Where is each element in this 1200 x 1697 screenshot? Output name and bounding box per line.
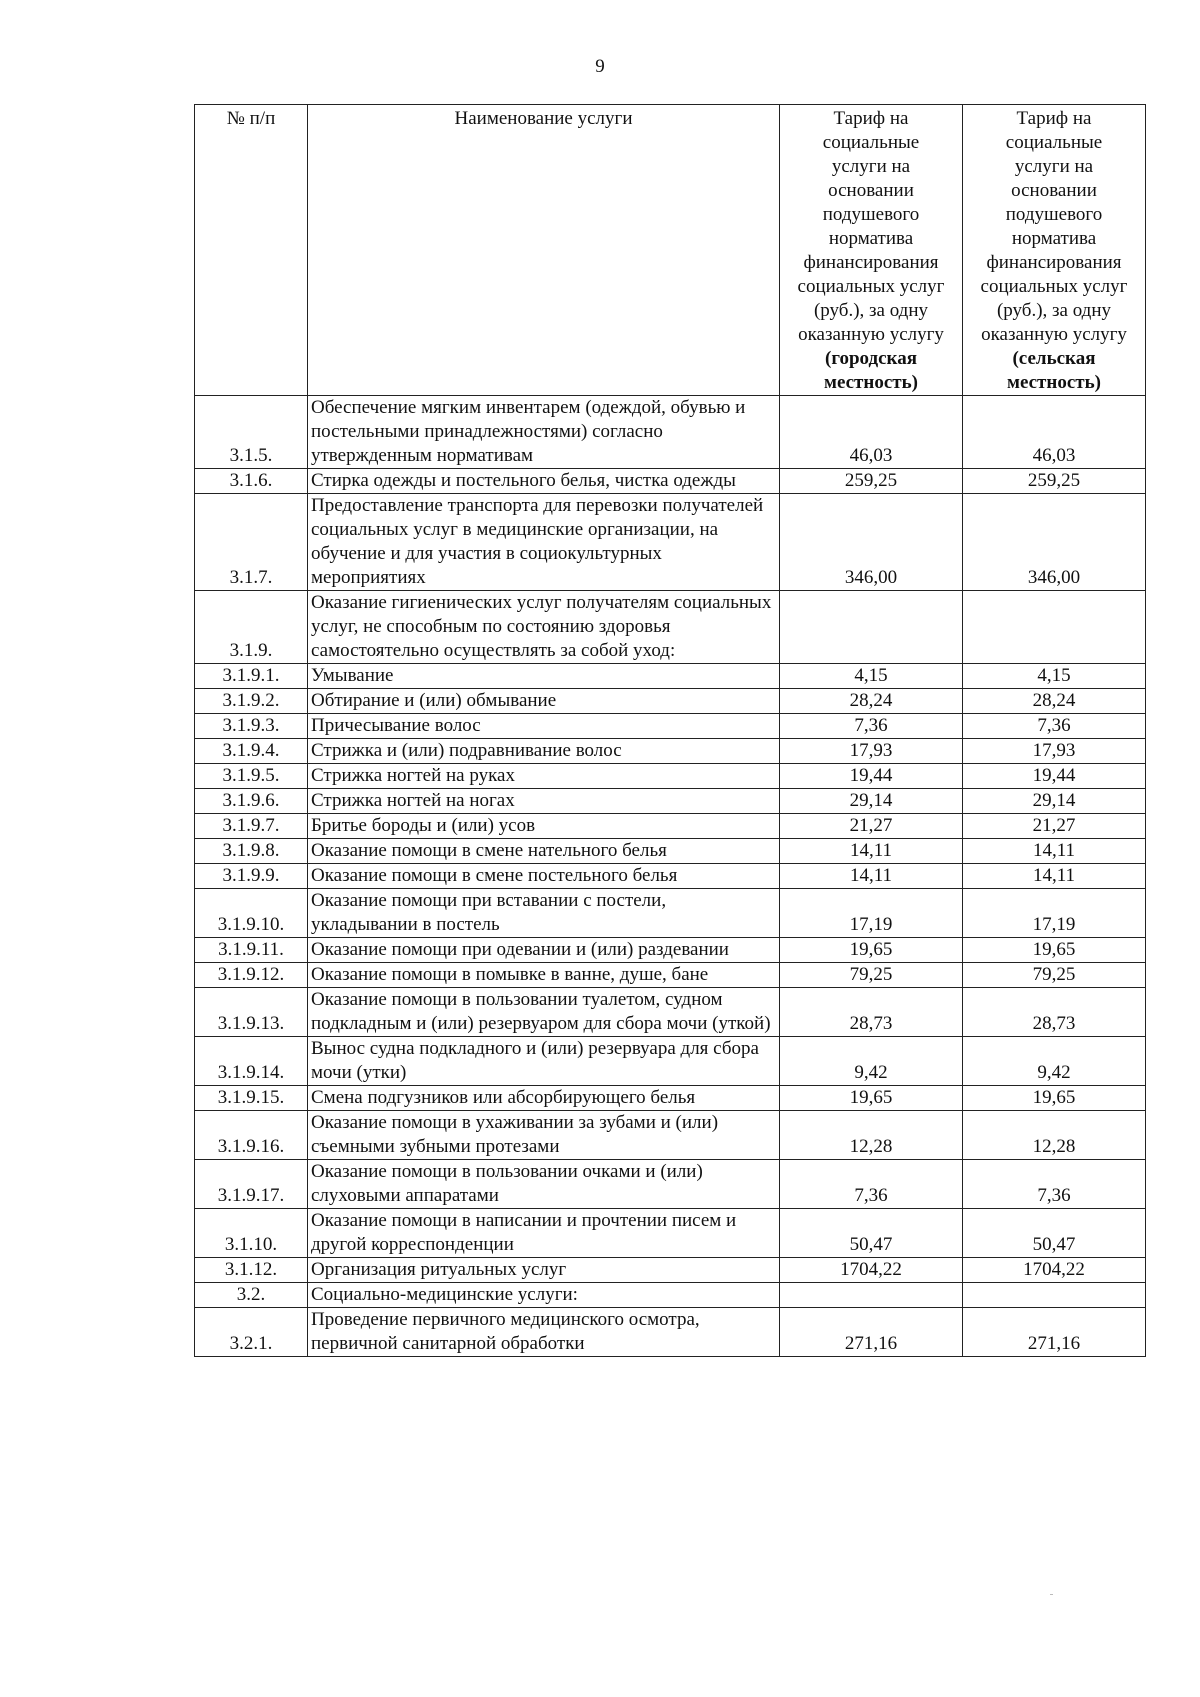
row-tariff-rural [963,591,1146,664]
row-service-name: Оказание помощи при вставании с постели, укладывании в постель [308,889,780,938]
row-tariff-city: 19,44 [780,764,963,789]
row-tariff-city: 14,11 [780,839,963,864]
row-tariff-rural: 19,44 [963,764,1146,789]
row-tariff-city: 7,36 [780,714,963,739]
row-number: 3.2.1. [195,1308,308,1357]
row-tariff-rural: 14,11 [963,839,1146,864]
table-row [195,889,1146,938]
row-tariff-city: 7,36 [780,1160,963,1209]
row-tariff-city: 17,93 [780,739,963,764]
table-row [195,1111,1146,1160]
table-row [195,469,1146,494]
header-tariff-rural [963,105,1146,396]
row-number: 3.1.9.15. [195,1086,308,1111]
header-number: № п/п [195,105,308,396]
row-service-name: Стирка одежды и постельного белья, чистка одежды [308,469,780,494]
row-tariff-rural: 7,36 [963,1160,1146,1209]
table-row [195,789,1146,814]
row-tariff-rural [963,1283,1146,1308]
row-tariff-rural: 271,16 [963,1308,1146,1357]
row-service-name: Умывание [308,664,780,689]
table-row [195,591,1146,664]
row-tariff-city: 19,65 [780,938,963,963]
table-row [195,864,1146,889]
table-row [195,396,1146,469]
page-number: 9 [595,56,605,77]
row-tariff-city: 17,19 [780,889,963,938]
row-number: 3.1.9.16. [195,1111,308,1160]
row-tariff-rural: 14,11 [963,864,1146,889]
row-tariff-city: 29,14 [780,789,963,814]
row-number: 3.1.9.6. [195,789,308,814]
row-service-name: Оказание гигиенических услуг получателям социальных услуг, не способным по состоянию здоровья самостоятельно осуществлять за собой уход: [308,591,780,664]
table-row [195,1283,1146,1308]
row-number: 3.1.9. [195,591,308,664]
row-tariff-rural: 17,93 [963,739,1146,764]
table-row [195,1209,1146,1258]
row-tariff-city: 50,47 [780,1209,963,1258]
row-number: 3.1.9.9. [195,864,308,889]
tariff-table [194,104,1146,1357]
row-number: 3.1.9.11. [195,938,308,963]
table-row [195,739,1146,764]
table-row [195,664,1146,689]
table-header-row [195,105,1146,396]
row-tariff-city: 4,15 [780,664,963,689]
row-number: 3.1.9.1. [195,664,308,689]
row-number: 3.1.10. [195,1209,308,1258]
row-number: 3.1.6. [195,469,308,494]
header-tariff-city-area: (городская местность) [824,348,918,393]
row-tariff-rural: 28,73 [963,988,1146,1037]
row-number: 3.1.7. [195,494,308,591]
row-tariff-city: 79,25 [780,963,963,988]
table-row [195,1258,1146,1283]
header-tariff-city-text: Тариф на социальные услуги на основании подушевого норматива финансирования социальных услуг (руб.), за одну оказанную услугу [797,108,945,345]
row-tariff-city: 271,16 [780,1308,963,1357]
table-row [195,494,1146,591]
row-number: 3.1.9.17. [195,1160,308,1209]
row-service-name: Оказание помощи в помывке в ванне, душе, бане [308,963,780,988]
row-service-name: Оказание помощи в пользовании очками и (или) слуховыми аппаратами [308,1160,780,1209]
table-row [195,714,1146,739]
row-tariff-city: 259,25 [780,469,963,494]
header-tariff-rural-area: (сельская местность) [1007,348,1101,393]
row-tariff-rural: 9,42 [963,1037,1146,1086]
row-tariff-city: 346,00 [780,494,963,591]
row-tariff-rural: 50,47 [963,1209,1146,1258]
table-row [195,1160,1146,1209]
row-number: 3.1.5. [195,396,308,469]
row-service-name: Причесывание волос [308,714,780,739]
row-service-name: Оказание помощи в написании и прочтении писем и другой корреспонденции [308,1209,780,1258]
table-body [195,396,1146,1357]
table-row [195,1086,1146,1111]
row-tariff-city: 1704,22 [780,1258,963,1283]
row-tariff-city: 28,24 [780,689,963,714]
row-tariff-rural: 29,14 [963,789,1146,814]
row-number: 3.1.9.12. [195,963,308,988]
table-row [195,988,1146,1037]
header-tariff-rural-text: Тариф на социальные услуги на основании подушевого норматива финансирования социальных услуг (руб.), за одну оказанную услугу [980,108,1128,345]
row-tariff-rural: 12,28 [963,1111,1146,1160]
row-tariff-city [780,591,963,664]
row-tariff-city: 12,28 [780,1111,963,1160]
row-tariff-city: 28,73 [780,988,963,1037]
row-service-name: Стрижка ногтей на руках [308,764,780,789]
row-service-name: Предоставление транспорта для перевозки получателей социальных услуг в медицинские организации, на обучение и для участия в социокультурных мероприятиях [308,494,780,591]
row-service-name: Стрижка ногтей на ногах [308,789,780,814]
scan-speck [1050,1594,1053,1595]
row-number: 3.2. [195,1283,308,1308]
row-number: 3.1.9.7. [195,814,308,839]
table-row [195,1308,1146,1357]
row-service-name: Социально-медицинские услуги: [308,1283,780,1308]
row-service-name: Стрижка и (или) подравнивание волос [308,739,780,764]
row-number: 3.1.9.14. [195,1037,308,1086]
row-tariff-rural: 19,65 [963,938,1146,963]
table-row [195,689,1146,714]
row-tariff-rural: 21,27 [963,814,1146,839]
row-number: 3.1.9.3. [195,714,308,739]
header-service-name: Наименование услуги [308,105,780,396]
row-tariff-rural: 4,15 [963,664,1146,689]
row-tariff-city: 9,42 [780,1037,963,1086]
row-service-name: Смена подгузников или абсорбирующего белья [308,1086,780,1111]
row-service-name: Обеспечение мягким инвентарем (одеждой, обувью и постельными принадлежностями) согласно утвержденным нормативам [308,396,780,469]
row-service-name: Оказание помощи при одевании и (или) раздевании [308,938,780,963]
row-number: 3.1.9.5. [195,764,308,789]
table-row [195,1037,1146,1086]
row-tariff-rural: 7,36 [963,714,1146,739]
row-service-name: Проведение первичного медицинского осмотра, первичной санитарной обработки [308,1308,780,1357]
row-service-name: Организация ритуальных услуг [308,1258,780,1283]
row-number: 3.1.9.10. [195,889,308,938]
row-tariff-rural: 259,25 [963,469,1146,494]
row-tariff-city: 19,65 [780,1086,963,1111]
row-service-name: Оказание помощи в смене нательного белья [308,839,780,864]
row-service-name: Бритье бороды и (или) усов [308,814,780,839]
table-row [195,839,1146,864]
row-tariff-rural: 28,24 [963,689,1146,714]
row-service-name: Оказание помощи в смене постельного белья [308,864,780,889]
row-tariff-city: 14,11 [780,864,963,889]
row-number: 3.1.9.8. [195,839,308,864]
row-number: 3.1.9.4. [195,739,308,764]
row-tariff-rural: 46,03 [963,396,1146,469]
table-row [195,814,1146,839]
table-row [195,938,1146,963]
row-tariff-city [780,1283,963,1308]
row-tariff-rural: 346,00 [963,494,1146,591]
row-number: 3.1.12. [195,1258,308,1283]
row-tariff-city: 46,03 [780,396,963,469]
row-number: 3.1.9.2. [195,689,308,714]
row-number: 3.1.9.13. [195,988,308,1037]
row-tariff-rural: 1704,22 [963,1258,1146,1283]
row-service-name: Оказание помощи в ухаживании за зубами и (или) съемными зубными протезами [308,1111,780,1160]
row-tariff-rural: 19,65 [963,1086,1146,1111]
table-row [195,963,1146,988]
row-service-name: Оказание помощи в пользовании туалетом, судном подкладным и (или) резервуаром для сбора мочи (уткой) [308,988,780,1037]
table-row [195,764,1146,789]
row-service-name: Вынос судна подкладного и (или) резервуара для сбора мочи (утки) [308,1037,780,1086]
row-tariff-rural: 17,19 [963,889,1146,938]
row-tariff-rural: 79,25 [963,963,1146,988]
header-tariff-city [780,105,963,396]
row-tariff-city: 21,27 [780,814,963,839]
row-service-name: Обтирание и (или) обмывание [308,689,780,714]
